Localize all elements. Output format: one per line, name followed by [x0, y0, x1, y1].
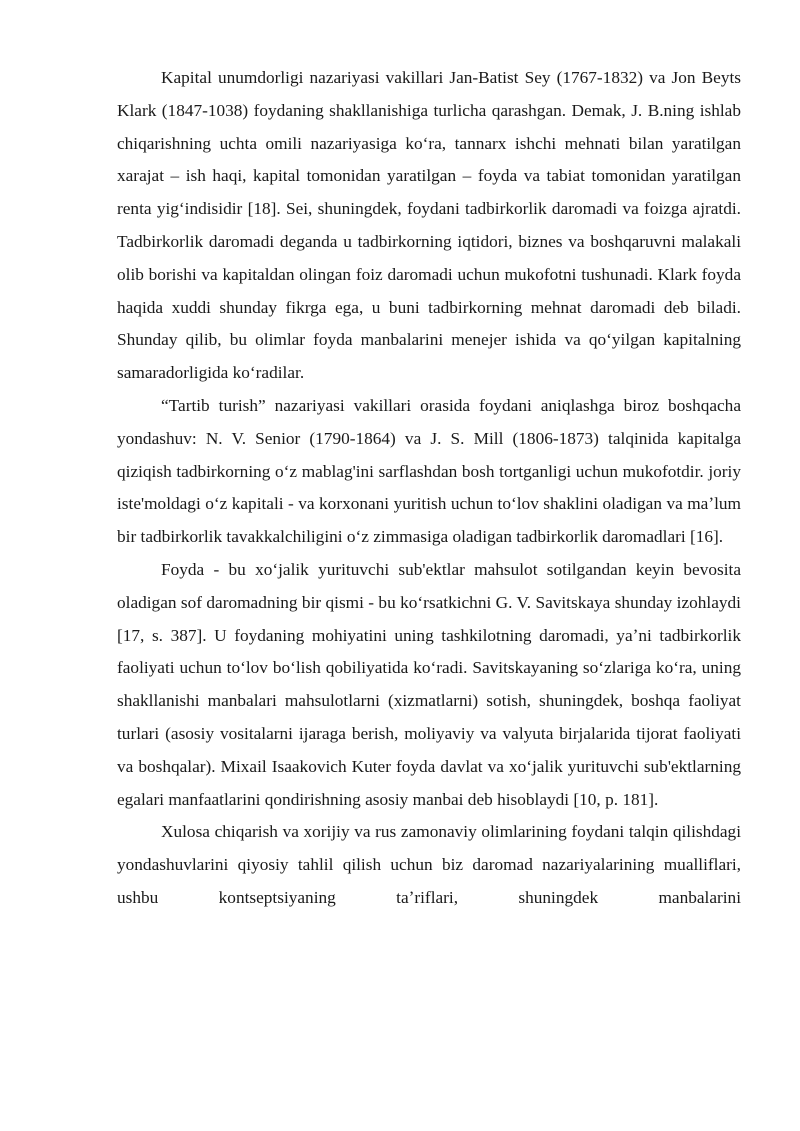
paragraph-abstinence-theory: “Tartib turish” nazariyasi vakillari orasida foydani aniqlashga biroz boshqacha yondashuv: N. V. Senior (1790-1864) va J. S. Mill (1806-1873) talqinida kapitalga qiziqish tadbirkorning oʻz mablag'ini sarflashdan bosh tortganligi uchun mukofotdir. joriy iste'moldagi oʻz kapitali - va korxonani yuritish uchun toʻlov shaklini oladigan va maʼlum bir tadbirkorlik tavakkalchiligini oʻz zimmasiga oladigan tadbirkorlik daromadlari [16]. [117, 395, 741, 547]
document-page [117, 62, 741, 915]
paragraph-conclusion: Xulosa chiqarish va xorijiy va rus zamonaviy olimlarining foydani talqin qilishdagi yondashuvlarini qiyosiy tahlil qilish uchun biz daromad nazariyalarining mualliflari, ushbu kontseptsiyaning taʼriflari, shuningdek manbalarini [117, 822, 741, 907]
paragraph-capital-productivity: Kapital unumdorligi nazariyasi vakillari Jan-Batist Sey (1767-1832) va Jon Beyts Klark (1847-1038) foydaning shakllanishiga turlicha qarashgan. Demak, J. B.ning ishlab chiqarishning uchta omili nazariyasiga koʻra, tannarx ishchi mehnati bilan yaratilgan xarajat – ish haqi, kapital tomonidan yaratilgan – foyda va tabiat tomonidan yaratilgan renta yigʻindisidir [18]. Sei, shuningdek, foydani tadbirkorlik daromadi va foizga ajratdi. Tadbirkorlik daromadi deganda u tadbirkorning iqtidori, biznes va boshqaruvni malakali olib borishi va kapitaldan olingan foiz daromadi uchun mukofotni tushunadi. Klark foyda haqida xuddi shunday fikrga ega, u buni tadbirkorning mehnat daromadi deb biladi. Shunday qilib, bu olimlar foyda manbalarini menejer ishida va qoʻyilgan kapitalning samaradorligida koʻradilar. [117, 68, 741, 383]
paragraph-savitskaya: Foyda - bu xoʻjalik yurituvchi sub'ektlar mahsulot sotilgandan keyin bevosita oladigan sof daromadning bir qismi - bu koʻrsatkichni G. V. Savitskaya shunday izohlaydi [17, s. 387]. U foydaning mohiyatini uning tashkilotning daromadi, yaʼni tadbirkorlik faoliyati uchun toʻlov boʻlish qobiliyatida koʻradi. Savitskayaning soʻzlariga koʻra, uning shakllanishi manbalari mahsulotlarni (xizmatlarni) sotish, shuningdek, boshqa faoliyat turlari (asosiy vositalarni ijaraga berish, moliyaviy va valyuta birjalarida tijorat faoliyati va boshqalar). Mixail Isaakovich Kuter foyda davlat va xoʻjalik yurituvchi sub'ektlarning egalari manfaatlarini qondirishning asosiy manbai deb hisoblaydi [10, p. 181]. [117, 559, 741, 809]
